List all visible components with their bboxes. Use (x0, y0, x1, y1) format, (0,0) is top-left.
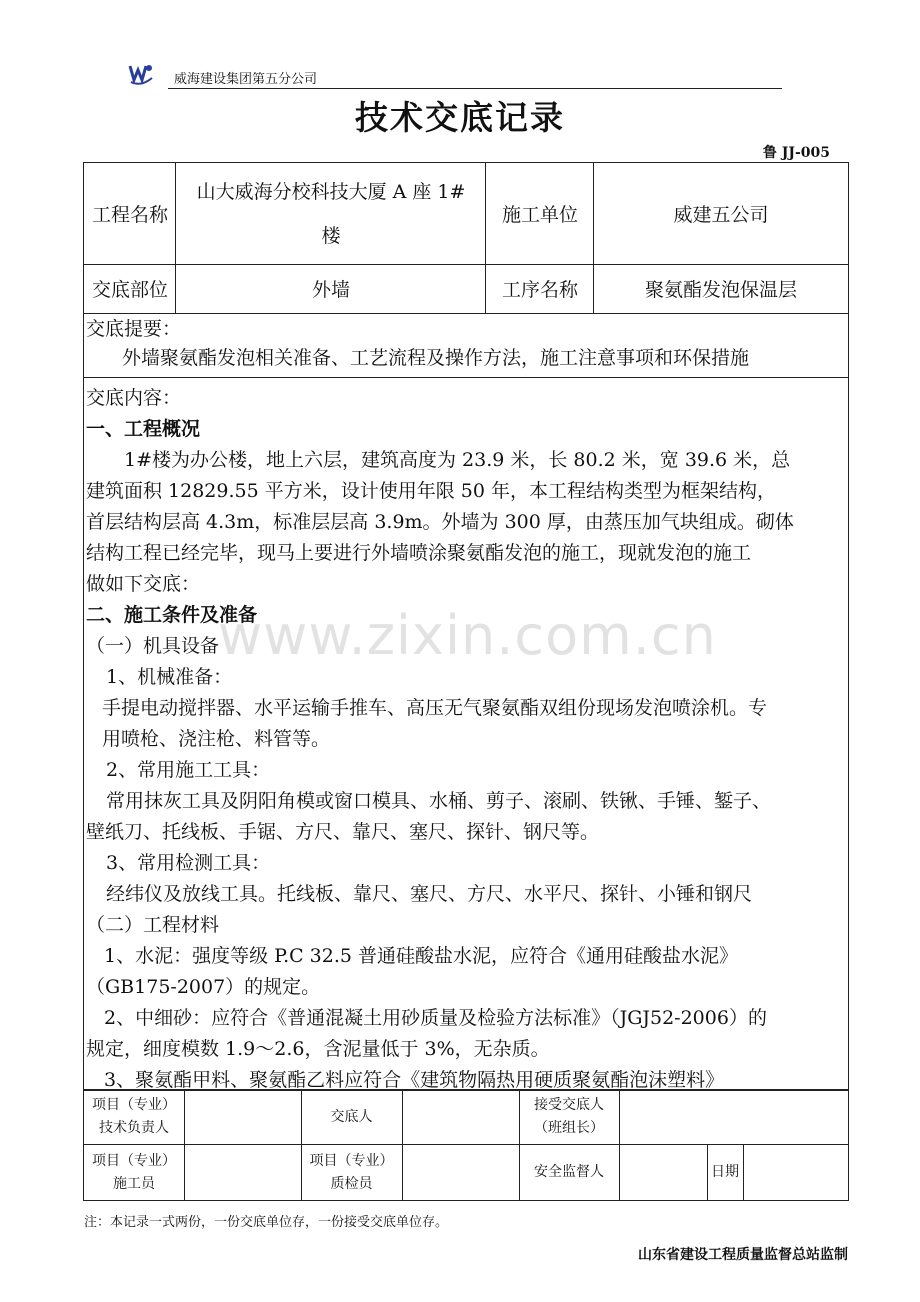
receiver-label-line2: （班组长） (534, 1120, 604, 1136)
process-label: 工序名称 (501, 279, 578, 301)
issuer-footer: 山东省建设工程质量监督总站监制 (638, 1247, 848, 1263)
content-label: 交底内容： (86, 387, 182, 409)
construction-unit-label: 施工单位 (501, 204, 578, 226)
footnote: 注：本记录一式两份，一份交底单位存，一份接受交底单位存。 (84, 1215, 449, 1230)
section-title: 一、工程概况 (86, 418, 201, 440)
receiver-signature[interactable] (619, 1090, 848, 1144)
construction-unit-value: 威建五公司 (673, 204, 769, 226)
paragraph-line: 1、水泥：强度等级 P.C 32.5 普通硅酸盐水泥，应符合《通用硅酸盐水泥》 (104, 945, 739, 967)
inspector-signature[interactable] (402, 1144, 519, 1201)
tech-lead-label-line1: 项目（专业） (92, 1097, 176, 1113)
paragraph-line: 首层结构层高 4.3m，标准层层高 3.9m。外墙为 300 厚，由蒸压加气块组成。砌体 (86, 511, 794, 533)
location-label: 交底部位 (91, 279, 168, 301)
paragraph-line: 常用抹灰工具及阴阳角模或窗口模具、水桶、剪子、滚刷、铁锹、手锤、錾子、 (106, 790, 772, 812)
receiver-label-line1: 接受交底人 (534, 1097, 604, 1113)
tech-lead-label (84, 1090, 184, 1144)
date-field[interactable] (743, 1144, 848, 1201)
item-title: 2、常用施工工具： (106, 759, 271, 781)
paragraph-line: 手提电动搅拌器、水平运输手推车、高压无气聚氨酯双组份现场发泡喷涂机。专 (102, 697, 768, 719)
tech-lead-label-line2: 技术负责人 (99, 1120, 169, 1136)
summary-label: 交底提要： (86, 318, 182, 340)
tech-lead-signature[interactable] (184, 1090, 301, 1144)
grid-line (84, 264, 848, 265)
paragraph-line: 3、聚氨酯甲料、聚氨酯乙料应符合《建筑物隔热用硬质聚氨酯泡沫塑料》 (104, 1069, 725, 1091)
discloser-signature[interactable] (402, 1090, 519, 1144)
subsection-title: （二）工程材料 (86, 914, 220, 936)
project-name-line2: 楼 (321, 224, 341, 247)
safety-label: 安全监督人 (534, 1164, 604, 1180)
inspector-label-line2: 质检员 (330, 1175, 373, 1192)
paragraph-line: 用喷枪、浇注枪、料管等。 (102, 728, 331, 750)
builder-label-line1: 项目（专业） (92, 1152, 176, 1169)
inspector-label-line1: 项目（专业） (309, 1152, 394, 1169)
receiver-label (519, 1090, 619, 1144)
subsection-title: （一）机具设备 (86, 635, 220, 657)
builder-label-line2: 施工员 (113, 1175, 155, 1192)
paragraph-line: 2、中细砂：应符合《普通混凝土用砂质量及检验方法标准》（JGJ52-2006）的 (104, 1007, 767, 1029)
letterhead (128, 60, 783, 90)
project-name-value (176, 163, 486, 264)
paragraph-line: 结构工程已经完毕，现马上要进行外墙喷涂聚氨酯发泡的施工，现就发泡的施工 (86, 542, 752, 564)
grid-line (175, 163, 176, 313)
watermark: www.zixin.com.cn (218, 604, 717, 667)
item-title: 1、机械准备： (106, 666, 233, 688)
document-code: 鲁 JJ-005 (762, 145, 830, 161)
grid-line (84, 313, 848, 314)
location-value: 外墙 (311, 279, 350, 301)
company-name: 威海建设集团第五分公司 (174, 72, 318, 87)
project-name-line1: 山大威海分校科技大厦 A 座 1# (196, 180, 466, 203)
paragraph-line: （GB175-2007）的规定。 (86, 976, 321, 998)
project-name-label: 工程名称 (91, 204, 168, 226)
disclosure-content (86, 383, 848, 1096)
section-title: 二、施工条件及准备 (86, 604, 258, 626)
summary-text: 外墙聚氨酯发泡相关准备、工艺流程及操作方法，施工注意事项和环保措施 (122, 347, 750, 369)
grid-line (593, 163, 594, 313)
process-value: 聚氨酯发泡保温层 (644, 279, 797, 301)
grid-line (84, 377, 848, 378)
inspector-label (301, 1144, 402, 1201)
paragraph-line: 1#楼为办公楼，地上六层，建筑高度为 23.9 米，长 80.2 米，宽 39.6 米，总 (124, 449, 791, 471)
item-title: 3、常用检测工具： (106, 852, 271, 874)
paragraph-line: 壁纸刀、托线板、手锯、方尺、靠尺、塞尺、探针、钢尺等。 (86, 821, 600, 843)
date-label: 日期 (711, 1164, 739, 1180)
paragraph-line: 建筑面积 12829.55 平方米，设计使用年限 50 年，本工程结构类型为框架结构， (86, 480, 776, 502)
signature-table (83, 1090, 849, 1201)
summary-block (86, 315, 749, 373)
discloser-label: 交底人 (330, 1108, 373, 1125)
grid-line (485, 163, 486, 313)
builder-label (84, 1144, 184, 1201)
builder-signature[interactable] (184, 1144, 301, 1201)
document-title: 技术交底记录 (355, 98, 565, 137)
safety-signature[interactable] (619, 1144, 707, 1201)
company-logo-icon (128, 60, 154, 86)
paragraph-line: 经纬仪及放线工具。托线板、靠尺、塞尺、方尺、水平尺、探针、小锤和钢尺 (106, 883, 753, 905)
paragraph-line: 做如下交底： (86, 573, 201, 595)
paragraph-line: 规定，细度模数 1.9～2.6，含泥量低于 3%，无杂质。 (86, 1038, 550, 1060)
header-rule (168, 88, 782, 89)
